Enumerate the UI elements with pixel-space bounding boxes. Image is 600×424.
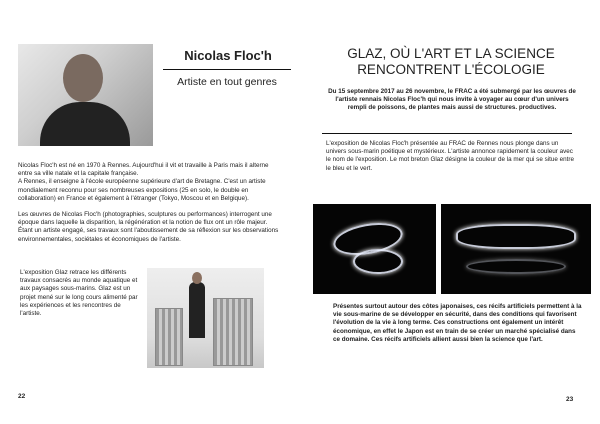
artist-portrait-photo <box>18 44 153 146</box>
divider <box>322 133 572 134</box>
divider <box>163 69 291 70</box>
page-number: 22 <box>18 393 26 400</box>
bio-text <box>18 162 280 244</box>
intro-text: Du 15 septembre 2017 au 26 novembre, le FRAC a été submergé par les œuvres de l'artiste rennais Nicolas Floc'h qui nous invite à voyager au cœur d'un univers rempli de poissons, de plantes mais aussi de structures. productives. <box>328 88 576 112</box>
bio-paragraph: Les œuvres de Nicolas Floc'h (photographies, sculptures ou performances) interrogent une époque dans laquelle la disparition, la régénération et la notion de flux ont un rôle majeur. Étant un artiste engagé, ses travaux sont l'aboutissement de sa réflexion sur les observations environnementales, sociétales et économiques de l'artiste. <box>18 211 279 243</box>
caption: L'exposition Glaz retrace les différents travaux consacrés au monde aquatique et aux paysages sous-marins. Glaz est un projet mené sur le long cours alimenté par les expériences et les rencontres de l'artiste. <box>20 269 138 318</box>
installation-photo <box>441 204 591 294</box>
title-line: GLAZ, OÙ L'ART ET LA SCIENCE <box>347 46 555 61</box>
artist-name: Nicolas Floc'h <box>184 48 272 63</box>
article-paragraph: Présentes surtout autour des côtes japonaises, ces récifs artificiels permettent à la vie sous-marine de se développer en sécurité, dans des conditions qui favorisent l'évolution de la vie à long terme. Ces constructions ont également un intérêt économique, en effet le Japon est en train de se créer un marché spécialisé dans ce domaine. Ces récifs artificiels allient aussi bien la science que l'art. <box>333 303 582 343</box>
installation-photo <box>313 204 436 294</box>
bio-paragraph: Nicolas Floc'h est né en 1970 à Rennes. Aujourd'hui il vit et travaille à Paris mais il alterne entre sa ville natale et la capitale française. <box>18 162 269 178</box>
article-paragraph: L'exposition de Nicolas Floc'h présentée au FRAC de Rennes nous plonge dans un univers sous-marin poétique et mystérieux. L'artiste annonce rapidement la couleur avec le nom de l'exposition. Le mot breton Glaz désigne la couleur de la mer qui se situe entre le bleu et le vert. <box>326 140 574 172</box>
title-line: RENCONTRENT L'ÉCOLOGIE <box>357 62 545 77</box>
artist-exhibition-photo <box>147 268 264 368</box>
bio-paragraph: A Rennes, il enseigne à l'école européenne supérieure d'art de Bretagne. C'est un artiste mondialement reconnu pour ses nombreuses expositions (25 en solo, le double en collaboration) en France et également à l'étranger (Tokyo, Moscou et en Belgique). <box>18 178 266 202</box>
artist-subtitle: Artiste en tout genres <box>177 76 277 88</box>
article-title <box>320 46 582 78</box>
page-number: 23 <box>566 396 574 403</box>
